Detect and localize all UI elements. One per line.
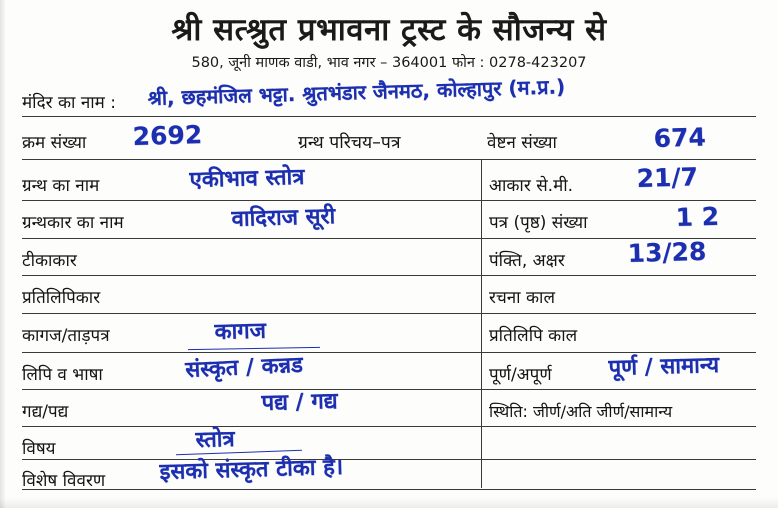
value-temple-name: श्री, छहमंजिल भट्टा. श्रुतभंडार जैनमठ, कोल्हापुर (म.प्र.) (147, 74, 566, 111)
value-lines-letters: 13/28 (627, 236, 707, 268)
label-script-language: लिपि व भाषा (22, 365, 103, 385)
value-leaves-pages: 1 2 (675, 201, 720, 232)
rule-6 (22, 313, 756, 314)
rule-11 (22, 489, 756, 490)
value-text-name: एकीभाव स्तोत्र (189, 164, 305, 194)
label-copy-period: प्रतिलिपि काल (489, 326, 578, 346)
trust-title: श्री सत्श्रुत प्रभावना ट्रस्ट के सौजन्य से (171, 12, 607, 48)
label-temple-name: मंदिर का नाम : (22, 93, 116, 113)
rule-2 (22, 159, 756, 160)
rule-8 (22, 389, 756, 390)
label-text-name: ग्रन्थ का नाम (22, 176, 100, 196)
value-author-name: वादिराज सूरी (231, 204, 336, 233)
rule-5 (22, 275, 756, 276)
label-prose-verse: गद्य/पद्य (22, 402, 69, 422)
rule-10 (22, 459, 756, 460)
value-serial-no: 2692 (132, 120, 203, 151)
value-special-remarks: इसको संस्कृत टीका है। (159, 454, 344, 486)
value-size-cm: 21/7 (636, 162, 699, 193)
page-edge-shadow-bottom (0, 498, 778, 508)
label-paper-palm: कागज/ताड़पत्र (22, 326, 110, 346)
label-leaves-pages: पत्र (पृष्ठ) संख्या (489, 213, 588, 233)
label-scribe: प्रतिलिपिकार (22, 288, 101, 308)
rule-1 (22, 116, 756, 117)
label-serial-no: क्रम संख्या (22, 133, 87, 153)
label-special-remarks: विशेष विवरण (22, 471, 106, 491)
rule-9 (22, 426, 756, 427)
label-author-name: ग्रन्थकार का नाम (22, 213, 124, 233)
value-paper-palm: कागज (214, 318, 267, 346)
label-composition-period: रचना काल (489, 288, 555, 308)
value-subject: स्तोत्र (195, 426, 235, 454)
trust-address: 580, जूनी माणक वाडी, भाव नगर – 364001 फोन : 0278-423207 (191, 55, 587, 71)
label-wrapper-no: वेष्टन संख्या (487, 133, 557, 153)
rule-3 (22, 200, 756, 201)
form-center-title: ग्रन्थ परिचय–पत्र (298, 133, 401, 153)
label-subject: विषय (22, 439, 56, 459)
label-condition: स्थिति: जीर्ण/अति जीर्ण/सामान्य (489, 402, 673, 421)
column-divider (481, 159, 482, 488)
value-script-language: संस्कृत / कन्नड (184, 352, 304, 384)
label-complete-incomplete: पूर्ण/अपूर्ण (489, 365, 552, 385)
value-complete-incomplete: पूर्ण / सामान्य (608, 352, 720, 382)
label-commentator: टीकाकार (22, 251, 77, 271)
value-prose-verse: पद्य / गद्य (261, 388, 338, 417)
value-wrapper-no: 674 (653, 122, 707, 153)
page-edge-shadow-left (0, 0, 6, 508)
label-size-cm: आकार से.मी. (489, 176, 574, 196)
label-lines-letters: पंक्ति, अक्षर (489, 251, 565, 271)
